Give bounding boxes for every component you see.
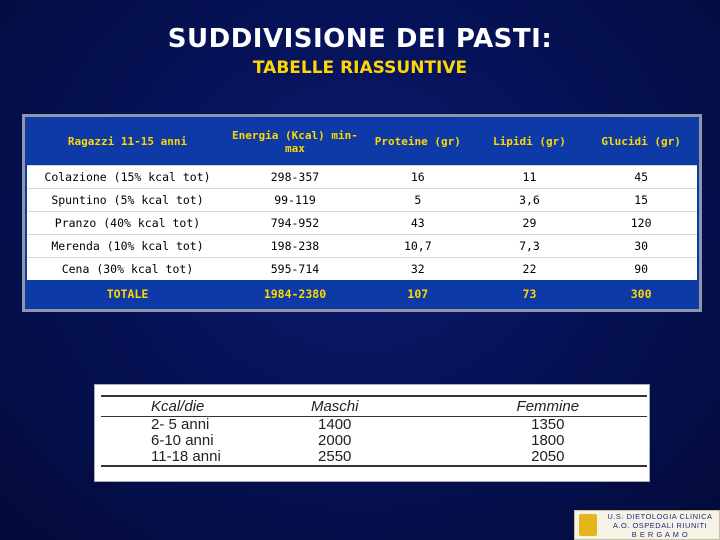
table-row [27,257,697,280]
meal-label: Cena (30% kcal tot) [27,257,228,280]
hospital-logo [574,510,720,540]
meal-label: Pranzo (40% kcal tot) [27,211,228,234]
glucids-cell: 15 [585,188,697,211]
kcal-header-age: Kcal/die [101,396,221,416]
header-energy: Energia (Kcal) min-max [232,128,358,155]
meal-label: Merenda (10% kcal tot) [27,234,228,257]
protein-cell: 5 [362,188,474,211]
logo-line-2: A.O. OSPEDALI RIUNITI [612,521,708,530]
table-total-row [27,280,697,307]
logo-text [601,512,719,539]
protein-cell: 16 [362,165,474,188]
table-row [101,416,647,433]
energy-cell: 298-357 [228,165,362,188]
table-row [27,165,697,188]
glucids-cell: 90 [585,257,697,280]
table-header-row [27,119,697,165]
total-glucids: 300 [585,280,697,307]
lipids-cell: 7,3 [474,234,586,257]
age-range: 2- 5 anni [151,415,210,433]
table-row [27,211,697,234]
table-row [27,234,697,257]
header-protein: Proteine (gr) [374,135,461,149]
meal-label: Spuntino (5% kcal tot) [27,188,228,211]
total-lipids: 73 [474,280,586,307]
kcal-header-males: Maschi [221,396,449,416]
slide-title: SUDDIVISIONE DEI PASTI: [167,24,553,54]
energy-cell: 794-952 [228,211,362,234]
protein-cell: 43 [362,211,474,234]
lipids-cell: 22 [474,257,586,280]
header-group: Ragazzi 11-15 anni [67,135,188,149]
males-kcal: 2550 [221,449,449,466]
total-energy: 1984-2380 [228,280,362,307]
kcal-header-row [101,396,647,416]
glucids-cell: 45 [585,165,697,188]
age-range: 11-18 anni [101,449,221,466]
header-glucids: Glucidi (gr) [601,135,681,149]
glucids-cell: 120 [585,211,697,234]
glucids-cell: 30 [585,234,697,257]
meal-label: Colazione (15% kcal tot) [27,165,228,188]
females-kcal: 2050 [449,449,647,466]
protein-cell: 32 [362,257,474,280]
age-range: 6-10 anni [151,431,214,449]
table-row [101,449,647,466]
energy-cell: 99-119 [228,188,362,211]
lipids-cell: 3,6 [474,188,586,211]
protein-cell: 10,7 [362,234,474,257]
females-kcal: 1800 [531,431,565,449]
logo-emblem-icon [579,514,597,536]
slide-subtitle: TABELLE RIASSUNTIVE [252,58,468,78]
table-row [101,433,647,449]
females-kcal: 1350 [531,415,565,433]
total-protein: 107 [362,280,474,307]
logo-line-1: U.S. DIETOLOGIA CLINICA [607,512,713,521]
males-kcal: 1400 [318,415,352,433]
table-row [27,188,697,211]
energy-cell: 595-714 [228,257,362,280]
header-lipids: Lipidi (gr) [493,135,566,149]
logo-line-3: B E R G A M O [631,530,689,539]
lipids-cell: 11 [474,165,586,188]
energy-cell: 198-238 [228,234,362,257]
meal-breakdown-table [22,114,702,312]
total-label: TOTALE [27,280,228,307]
males-kcal: 2000 [318,431,352,449]
kcal-header-females: Femmine [449,396,647,416]
kcal-reference-table [94,384,650,482]
lipids-cell: 29 [474,211,586,234]
